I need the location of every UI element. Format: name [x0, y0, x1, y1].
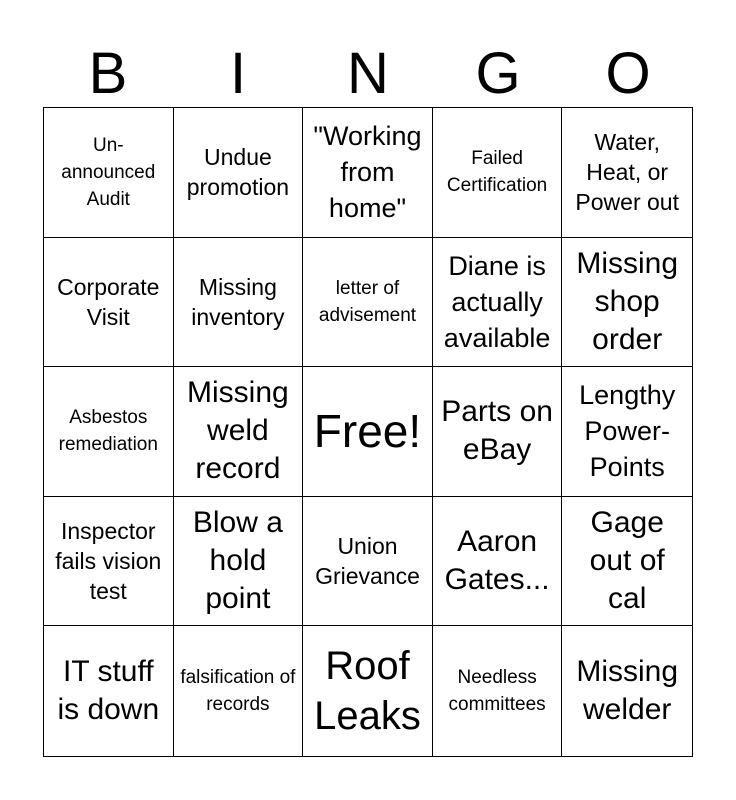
- bingo-cell[interactable]: [433, 108, 563, 238]
- bingo-cell[interactable]: [174, 367, 304, 497]
- bingo-cell[interactable]: [44, 238, 174, 368]
- cell-text: Lengthy Power- Points: [579, 380, 676, 483]
- cell-text: Aaron Gates...: [444, 525, 550, 597]
- bingo-cell[interactable]: [303, 108, 433, 238]
- cell-text: Un- announced Audit: [61, 134, 156, 210]
- header-letter-o: O: [605, 41, 651, 106]
- cell-text: Failed Certification: [446, 148, 548, 197]
- cell-text: Corporate Visit: [57, 273, 160, 330]
- bingo-cell[interactable]: [562, 367, 692, 497]
- cell-text: Undue promotion: [186, 144, 290, 201]
- bingo-cell[interactable]: [303, 497, 433, 627]
- cell-text: Missing welder: [576, 655, 679, 727]
- free-space-cell[interactable]: [303, 367, 433, 497]
- bingo-cell[interactable]: [174, 626, 304, 756]
- bingo-cell[interactable]: [174, 238, 304, 368]
- bingo-cell[interactable]: [433, 367, 563, 497]
- cell-text: Roof Leaks: [314, 644, 421, 739]
- cell-text: Union Grievance: [315, 533, 420, 590]
- bingo-cell[interactable]: [433, 626, 563, 756]
- bingo-cell[interactable]: [433, 238, 563, 368]
- header-letter-n: N: [347, 41, 389, 106]
- cell-text: "Working from home": [313, 121, 422, 224]
- cell-text: Parts on eBay: [441, 395, 553, 467]
- cell-text: Missing inventory: [191, 273, 285, 330]
- bingo-cell[interactable]: [562, 108, 692, 238]
- bingo-cell[interactable]: [174, 108, 304, 238]
- cell-text: Missing shop order: [576, 246, 679, 356]
- cell-text: Diane is actually available: [443, 250, 551, 353]
- cell-text: Asbestos remediation: [58, 407, 158, 456]
- cell-text: IT stuff is down: [57, 655, 160, 727]
- bingo-cell[interactable]: [303, 626, 433, 756]
- cell-text: Inspector fails vision test: [55, 518, 162, 605]
- bingo-cell[interactable]: [303, 238, 433, 368]
- header-letter-i: I: [229, 41, 247, 106]
- cell-text: letter of advisement: [318, 277, 417, 326]
- cell-text: Missing weld record: [187, 376, 289, 486]
- cell-text: Water, Heat, or Power out: [575, 129, 679, 216]
- cell-text: falsification of records: [180, 667, 296, 716]
- bingo-cell[interactable]: [433, 497, 563, 627]
- cell-text: Free!: [313, 405, 422, 458]
- header-letter-g: G: [475, 41, 521, 106]
- bingo-header: [43, 40, 693, 108]
- cell-text: Gage out of cal: [589, 506, 665, 616]
- cell-text: Blow a hold point: [192, 506, 283, 616]
- bingo-cell[interactable]: [44, 367, 174, 497]
- bingo-cell[interactable]: [562, 497, 692, 627]
- cell-text: Needless committees: [448, 667, 546, 716]
- bingo-cell[interactable]: [562, 238, 692, 368]
- bingo-cell[interactable]: [174, 497, 304, 627]
- bingo-cell[interactable]: [44, 108, 174, 238]
- bingo-cell[interactable]: [44, 626, 174, 756]
- header-letter-b: B: [88, 41, 128, 106]
- bingo-board: [43, 107, 693, 757]
- bingo-cell[interactable]: [562, 626, 692, 756]
- bingo-cell[interactable]: [44, 497, 174, 627]
